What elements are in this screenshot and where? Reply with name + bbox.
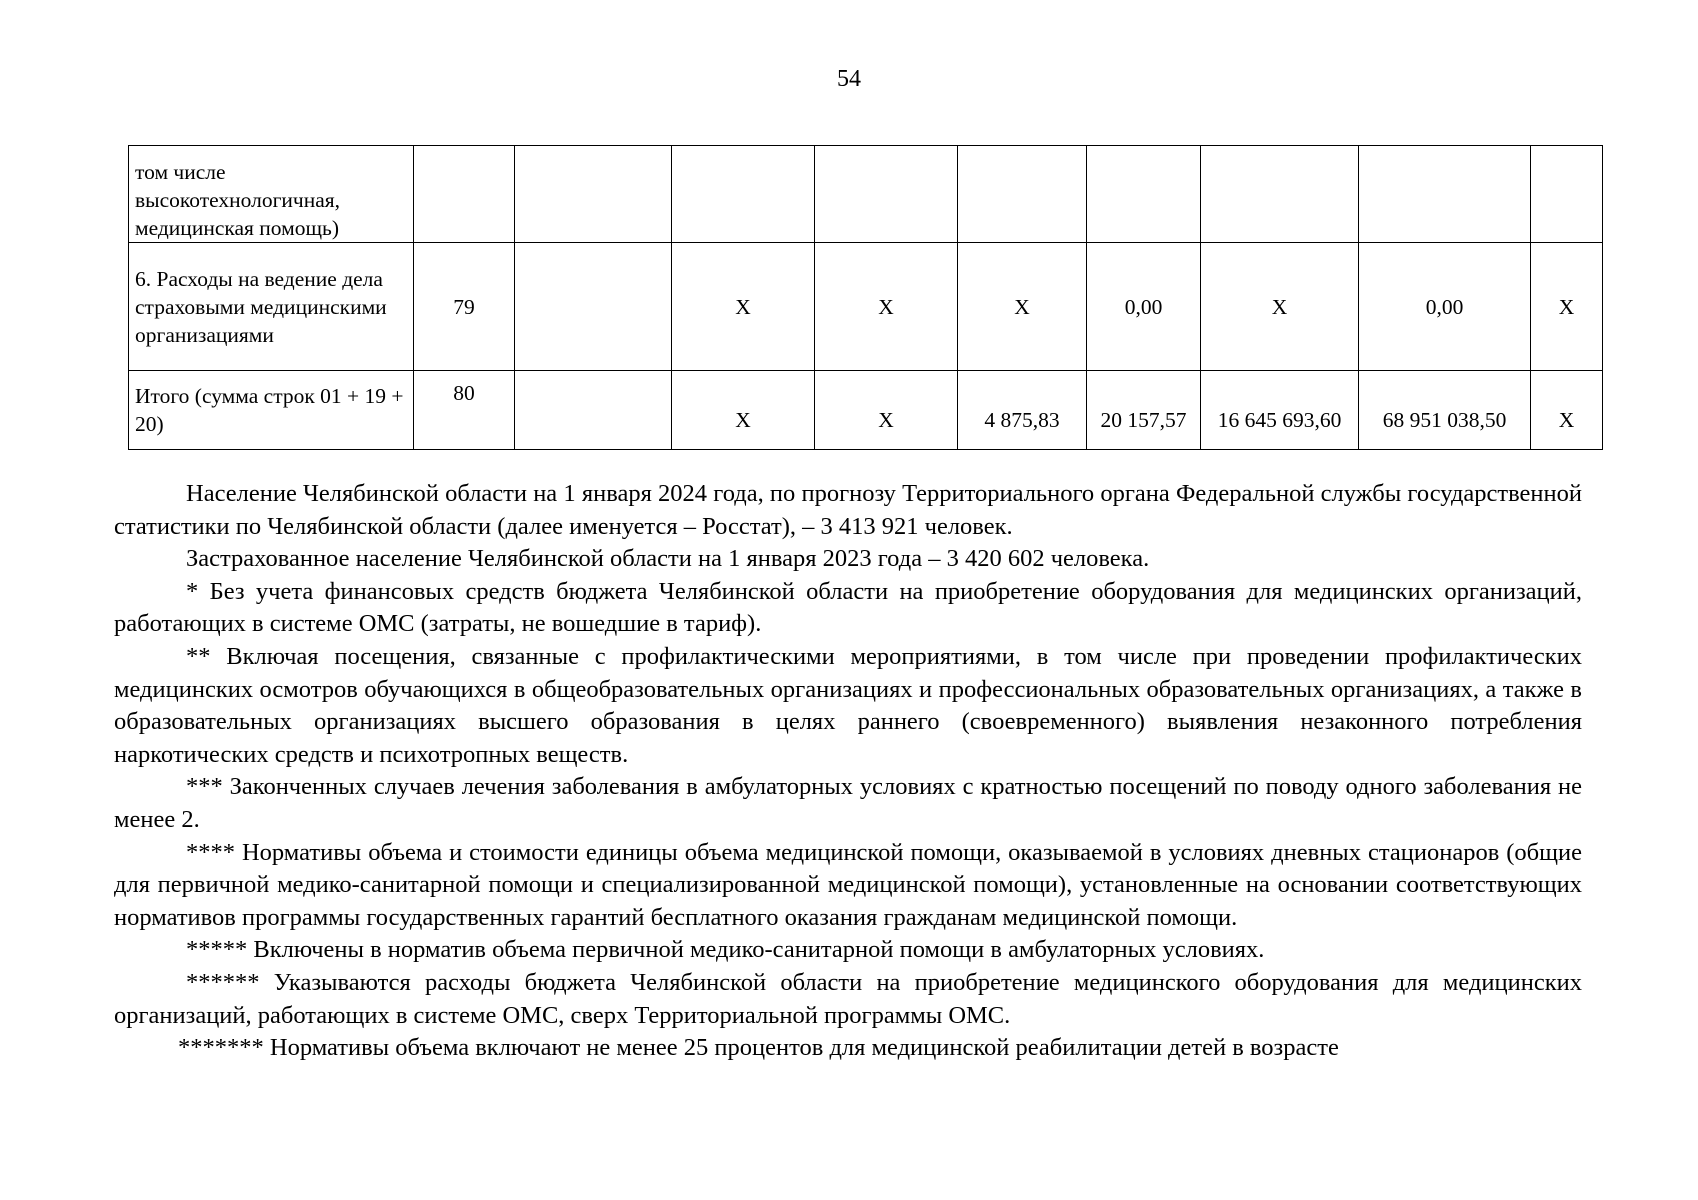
table-cell bbox=[1531, 146, 1603, 243]
data-table bbox=[128, 145, 1603, 450]
table-cell bbox=[672, 146, 815, 243]
footnote-3: *** Законченных случаев лечения заболевания в амбулаторных условиях с кратностью посещений по поводу одного заболевания не менее 2. bbox=[114, 773, 1582, 833]
row-code-cell: 80 bbox=[414, 371, 515, 450]
table-cell: X bbox=[958, 243, 1087, 371]
table-cell bbox=[815, 146, 958, 243]
table-cell: 20 157,57 bbox=[1087, 371, 1201, 450]
table-cell bbox=[515, 371, 672, 450]
footnote-5: ***** Включены в норматив объема первичной медико-санитарной помощи в амбулаторных условиях. bbox=[186, 936, 1265, 964]
footnote-1: * Без учета финансовых средств бюджета Челябинской области на приобретение оборудования для медицинских организаций, работающих в системе ОМС (затраты, не вошедшие в тариф). bbox=[114, 577, 1582, 638]
table-row bbox=[129, 146, 1603, 243]
table-cell: X bbox=[815, 243, 958, 371]
table-cell: X bbox=[1201, 243, 1359, 371]
table-cell bbox=[1087, 146, 1201, 243]
table-row bbox=[129, 371, 1603, 450]
table-cell: 68 951 038,50 bbox=[1359, 371, 1531, 450]
row-name-cell: Итого (сумма строк 01 + 19 + 20) bbox=[129, 371, 414, 450]
footnote-4: **** Нормативы объема и стоимости единицы объема медицинской помощи, оказываемой в условиях дневных стационаров (общие для первичной медико-санитарной помощи и специализированной медицинской помощи), установленные на основании соответствующих нормативов программы государственных гарантий бесплатного оказания гражданам медицинской помощи. bbox=[114, 838, 1582, 931]
row-code-cell bbox=[414, 146, 515, 243]
insured-population-note: Застрахованное население Челябинской области на 1 января 2023 года – 3 420 602 человека. bbox=[186, 545, 1150, 573]
table-cell: 0,00 bbox=[1087, 243, 1201, 371]
table-cell: X bbox=[672, 371, 815, 450]
notes-section bbox=[114, 478, 1582, 1065]
table-cell: X bbox=[1531, 371, 1603, 450]
population-note: Население Челябинской области на 1 января 2024 года, по прогнозу Территориального органа Федеральной службы государственной статистики по Челябинской области (далее именуется – Росстат), – 3 413 921 человек. bbox=[114, 480, 1582, 540]
table-cell: 16 645 693,60 bbox=[1201, 371, 1359, 450]
table-cell bbox=[515, 146, 672, 243]
footnote-2: ** Включая посещения, связанные с профилактическими мероприятиями, в том числе при проведении профилактических медицинских осмотров обучающихся в общеобразовательных организациях и профессиональных образовательных организациях, а также в образовательных организациях высшего образования в целях раннего (своевременного) выявления незаконного потребления наркотических средств и психотропных веществ. bbox=[114, 642, 1582, 768]
table-cell bbox=[958, 146, 1087, 243]
table-cell: 0,00 bbox=[1359, 243, 1531, 371]
row-code-cell: 79 bbox=[414, 243, 515, 371]
table-cell: X bbox=[672, 243, 815, 371]
table-cell bbox=[1201, 146, 1359, 243]
page-number: 54 bbox=[837, 66, 861, 92]
table-cell bbox=[515, 243, 672, 371]
table-cell: X bbox=[815, 371, 958, 450]
row-name-cell: 6. Расходы на ведение дела страховыми медицинскими организациями bbox=[129, 243, 414, 371]
footnote-6: ****** Указываются расходы бюджета Челябинской области на приобретение медицинского оборудования для медицинских организаций, работающих в системе ОМС, сверх Территориальной программы ОМС. bbox=[114, 968, 1582, 1029]
table-cell: X bbox=[1531, 243, 1603, 371]
row-name-cell: том числе высокотехнологичная, медицинская помощь) bbox=[129, 146, 414, 243]
table-cell: 4 875,83 bbox=[958, 371, 1087, 450]
footnote-7: ******* Нормативы объема включают не менее 25 процентов для медицинской реабилитации детей в возрасте bbox=[178, 1034, 1339, 1062]
table-row bbox=[129, 243, 1603, 371]
table-cell bbox=[1359, 146, 1531, 243]
